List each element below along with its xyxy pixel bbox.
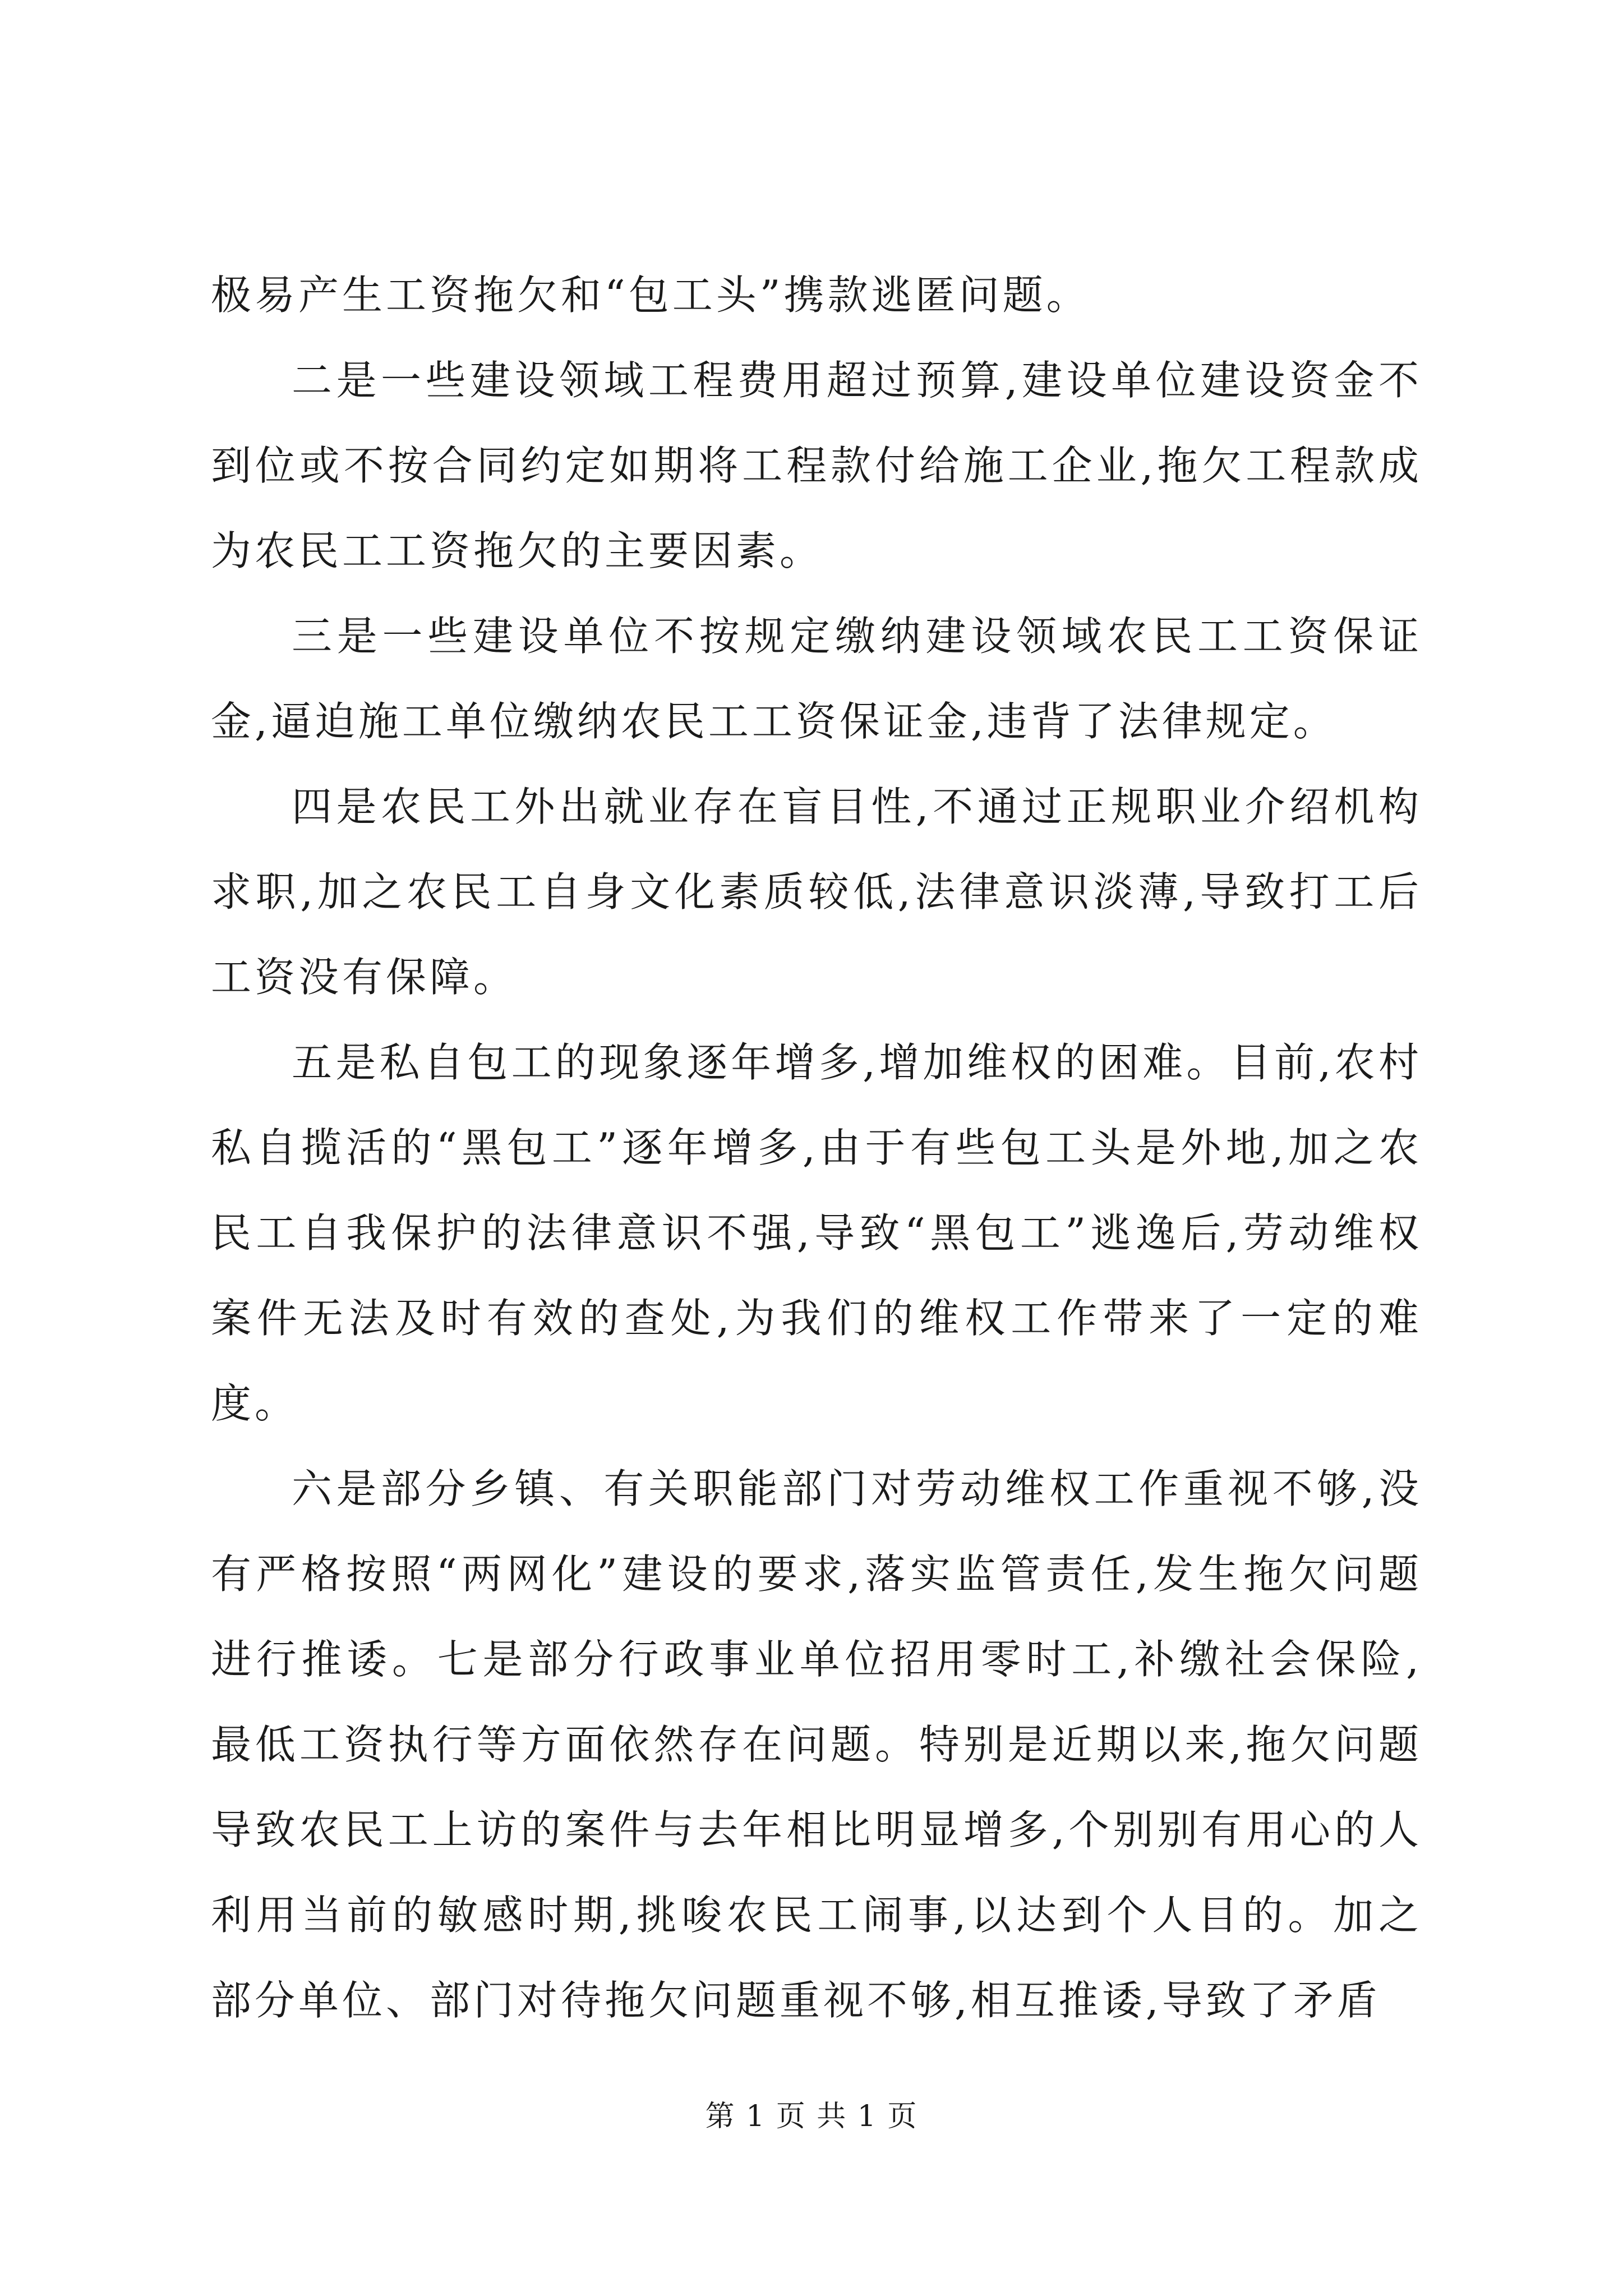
- paragraph-1: 极易产生工资拖欠和“包工头”携款逃匿问题。: [211, 272, 1090, 319]
- document-body: [211, 252, 1422, 2043]
- paragraph-2: 二是一些建设领域工程费用超过预算,建设单位建设资金不到位或不按合同约定如期将工程款付给施工企业,拖欠工程款成为农民工工资拖欠的主要因素。: [211, 357, 1422, 574]
- paragraph-5: 五是私自包工的现象逐年增多,增加维权的困难。目前,农村私自揽活的“黑包工”逐年增多,由于有些包工头是外地,加之农民工自我保护的法律意识不强,导致“黑包工”逃逸后,劳动维权案件无法及时有效的查处,为我们的维权工作带来了一定的难度。: [211, 1039, 1422, 1427]
- paragraph-4: 四是农民工外出就业存在盲目性,不通过正规职业介绍机构求职,加之农民工自身文化素质较低,法律意识淡薄,导致打工后工资没有保障。: [211, 783, 1422, 1001]
- paragraph-6: 六是部分乡镇、有关职能部门对劳动维权工作重视不够,没有严格按照“两网化”建设的要求,落实监管责任,发生拖欠问题进行推诿。七是部分行政事业单位招用零时工,补缴社会保险,最低工资执行等方面依然存在问题。特别是近期以来,拖欠问题导致农民工上访的案件与去年相比明显增多,个别别有用心的人利用当前的敏感时期,挑唆农民工闹事,以达到个人目的。加之部分单位、部门对待拖欠问题重视不够,相互推诿,导致了矛盾: [211, 1465, 1422, 2024]
- page-footer: 第 1 页 共 1 页: [705, 2100, 918, 2133]
- paragraph-3: 三是一些建设单位不按规定缴纳建设领域农民工工资保证金,逼迫施工单位缴纳农民工工资保证金,违背了法律规定。: [211, 613, 1422, 745]
